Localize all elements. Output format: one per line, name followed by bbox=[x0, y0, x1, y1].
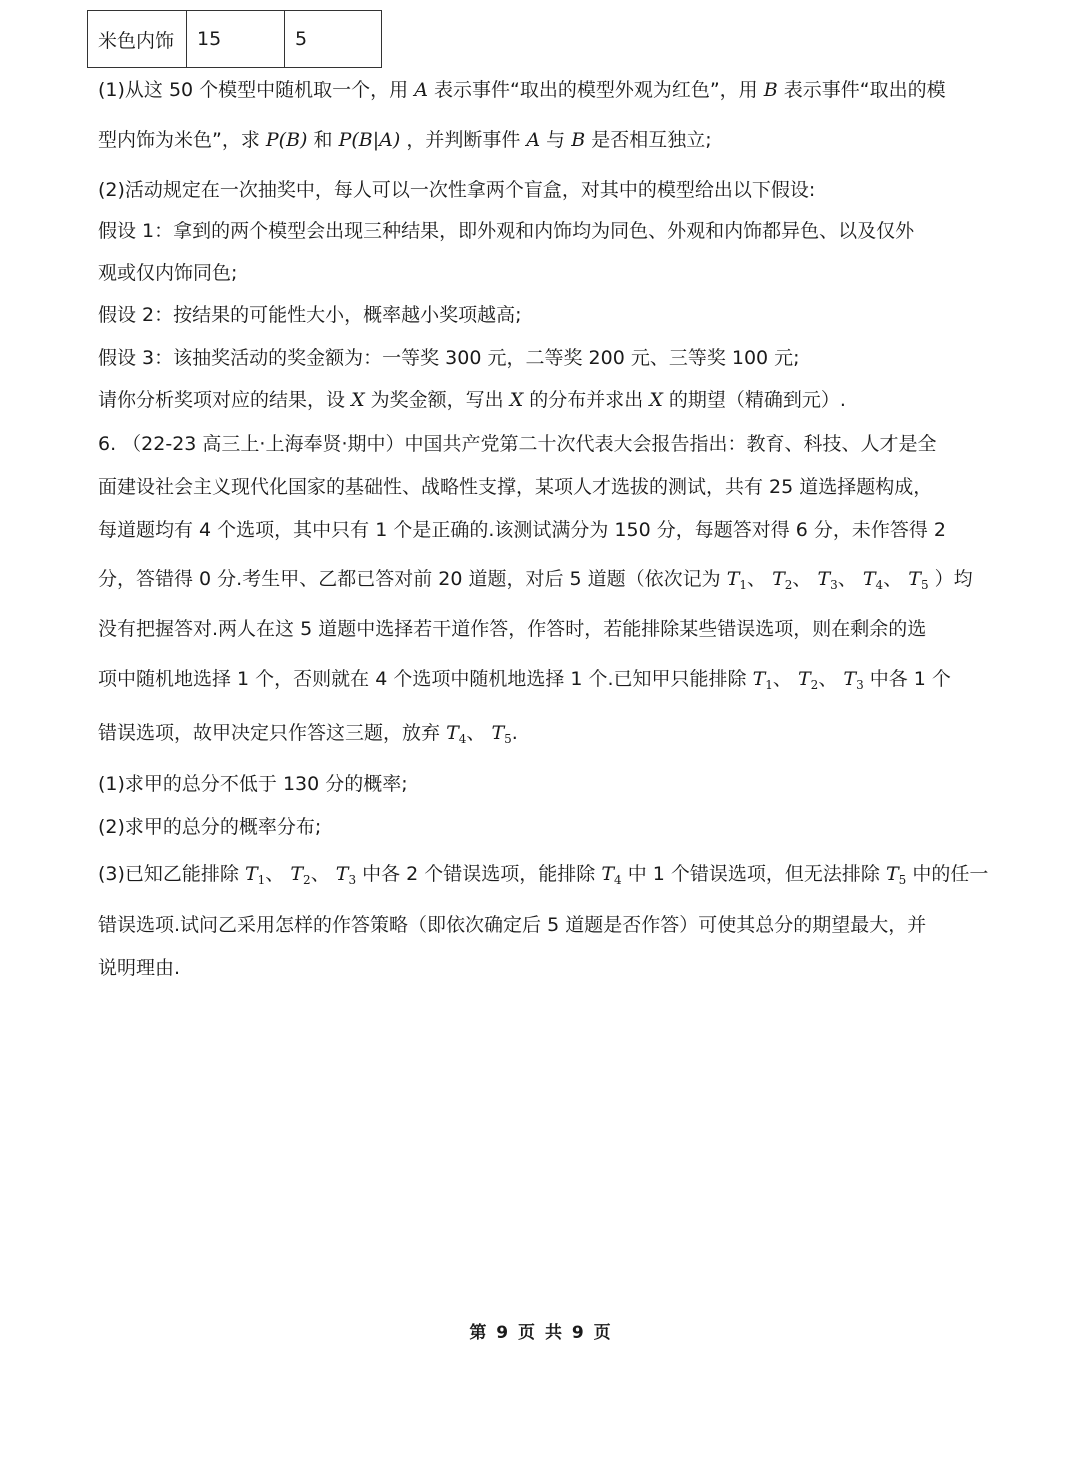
table-cell: 15 bbox=[187, 11, 285, 68]
q5-hypothesis1-line1: 假设 1：拿到的两个模型会出现三种结果，即外观和内饰均为同色、外观和内饰都异色、以及仅外 bbox=[98, 220, 915, 242]
q6-part1: (1)求甲的总分不低于 130 分的概率; bbox=[98, 773, 408, 795]
q6-part3-line3: 说明理由. bbox=[98, 957, 181, 979]
q6-part3-line1: (3)已知乙能排除 $T_1$、 $T_2$、 $T_3$ 中各 2 个错误选项，能排除 $T_4$ 中 1 个错误选项，但无法排除 $T_5$ 中的任一 bbox=[98, 863, 989, 887]
q6-line6: 项中随机地选择 1 个，否则就在 4 个选项中随机地选择 1 个.已知甲只能排除 $T_1$、 $T_2$、 $T_3$ 中各 1 个 bbox=[98, 668, 951, 692]
q6-part3-line2: 错误选项.试问乙采用怎样的作答策略（即依次确定后 5 道题是否作答）可使其总分的期望最大，并 bbox=[98, 914, 927, 936]
data-table bbox=[87, 10, 382, 68]
q6-line4: 分，答错得 0 分.考生甲、乙都已答对前 20 道题，对后 5 道题（依次记为 $T_1$、 $T_2$、 $T_3$、 $T_4$、 $T_5$ ）均 bbox=[98, 568, 973, 592]
q5-hypothesis3: 假设 3：该抽奖活动的奖金额为：一等奖 300 元，二等奖 200 元、三等奖 100 元; bbox=[98, 347, 800, 369]
q6-line3: 每道题均有 4 个选项，其中只有 1 个是正确的.该测试满分为 150 分，每题答对得 6 分，未作答得 2 bbox=[98, 519, 947, 541]
page-footer: 第 9 页 共 9 页 bbox=[469, 1323, 611, 1343]
q6-line5: 没有把握答对.两人在这 5 道题中选择若干道作答，作答时，若能排除某些错误选项，则在剩余的选 bbox=[98, 618, 927, 640]
q6-line7: 错误选项，故甲决定只作答这三题，放弃 $T_4$、 $T_5$. bbox=[98, 722, 518, 746]
q5-part1-line2: 型内饰为米色”，求 P(B) 和 P(B|A) ，并判断事件 A 与 B 是否相互独立; bbox=[98, 129, 712, 151]
q5-hypothesis2: 假设 2：按结果的可能性大小，概率越小奖项越高; bbox=[98, 304, 522, 326]
table-cell: 5 bbox=[285, 11, 382, 68]
table-cell: 米色内饰 bbox=[88, 11, 187, 68]
q6-line1: 6. （22-23 高三上·上海奉贤·期中）中国共产党第二十次代表大会报告指出：教育、科技、人才是全 bbox=[98, 433, 937, 455]
q5-part1-line1: (1)从这 50 个模型中随机取一个，用 A 表示事件“取出的模型外观为红色”，用 B 表示事件“取出的模 bbox=[98, 79, 946, 101]
q5-question: 请你分析奖项对应的结果，设 X 为奖金额，写出 X 的分布并求出 X 的期望（精确到元）. bbox=[98, 389, 846, 411]
q6-line2: 面建设社会主义现代化国家的基础性、战略性支撑，某项人才选拔的测试，共有 25 道选择题构成， bbox=[98, 476, 933, 498]
q5-hypothesis1-line2: 观或仅内饰同色; bbox=[98, 262, 238, 284]
q5-part2-line1: (2)活动规定在一次抽奖中，每人可以一次性拿两个盲盒，对其中的模型给出以下假设: bbox=[98, 179, 816, 201]
q6-part2: (2)求甲的总分的概率分布; bbox=[98, 816, 322, 838]
table-row bbox=[88, 11, 382, 68]
